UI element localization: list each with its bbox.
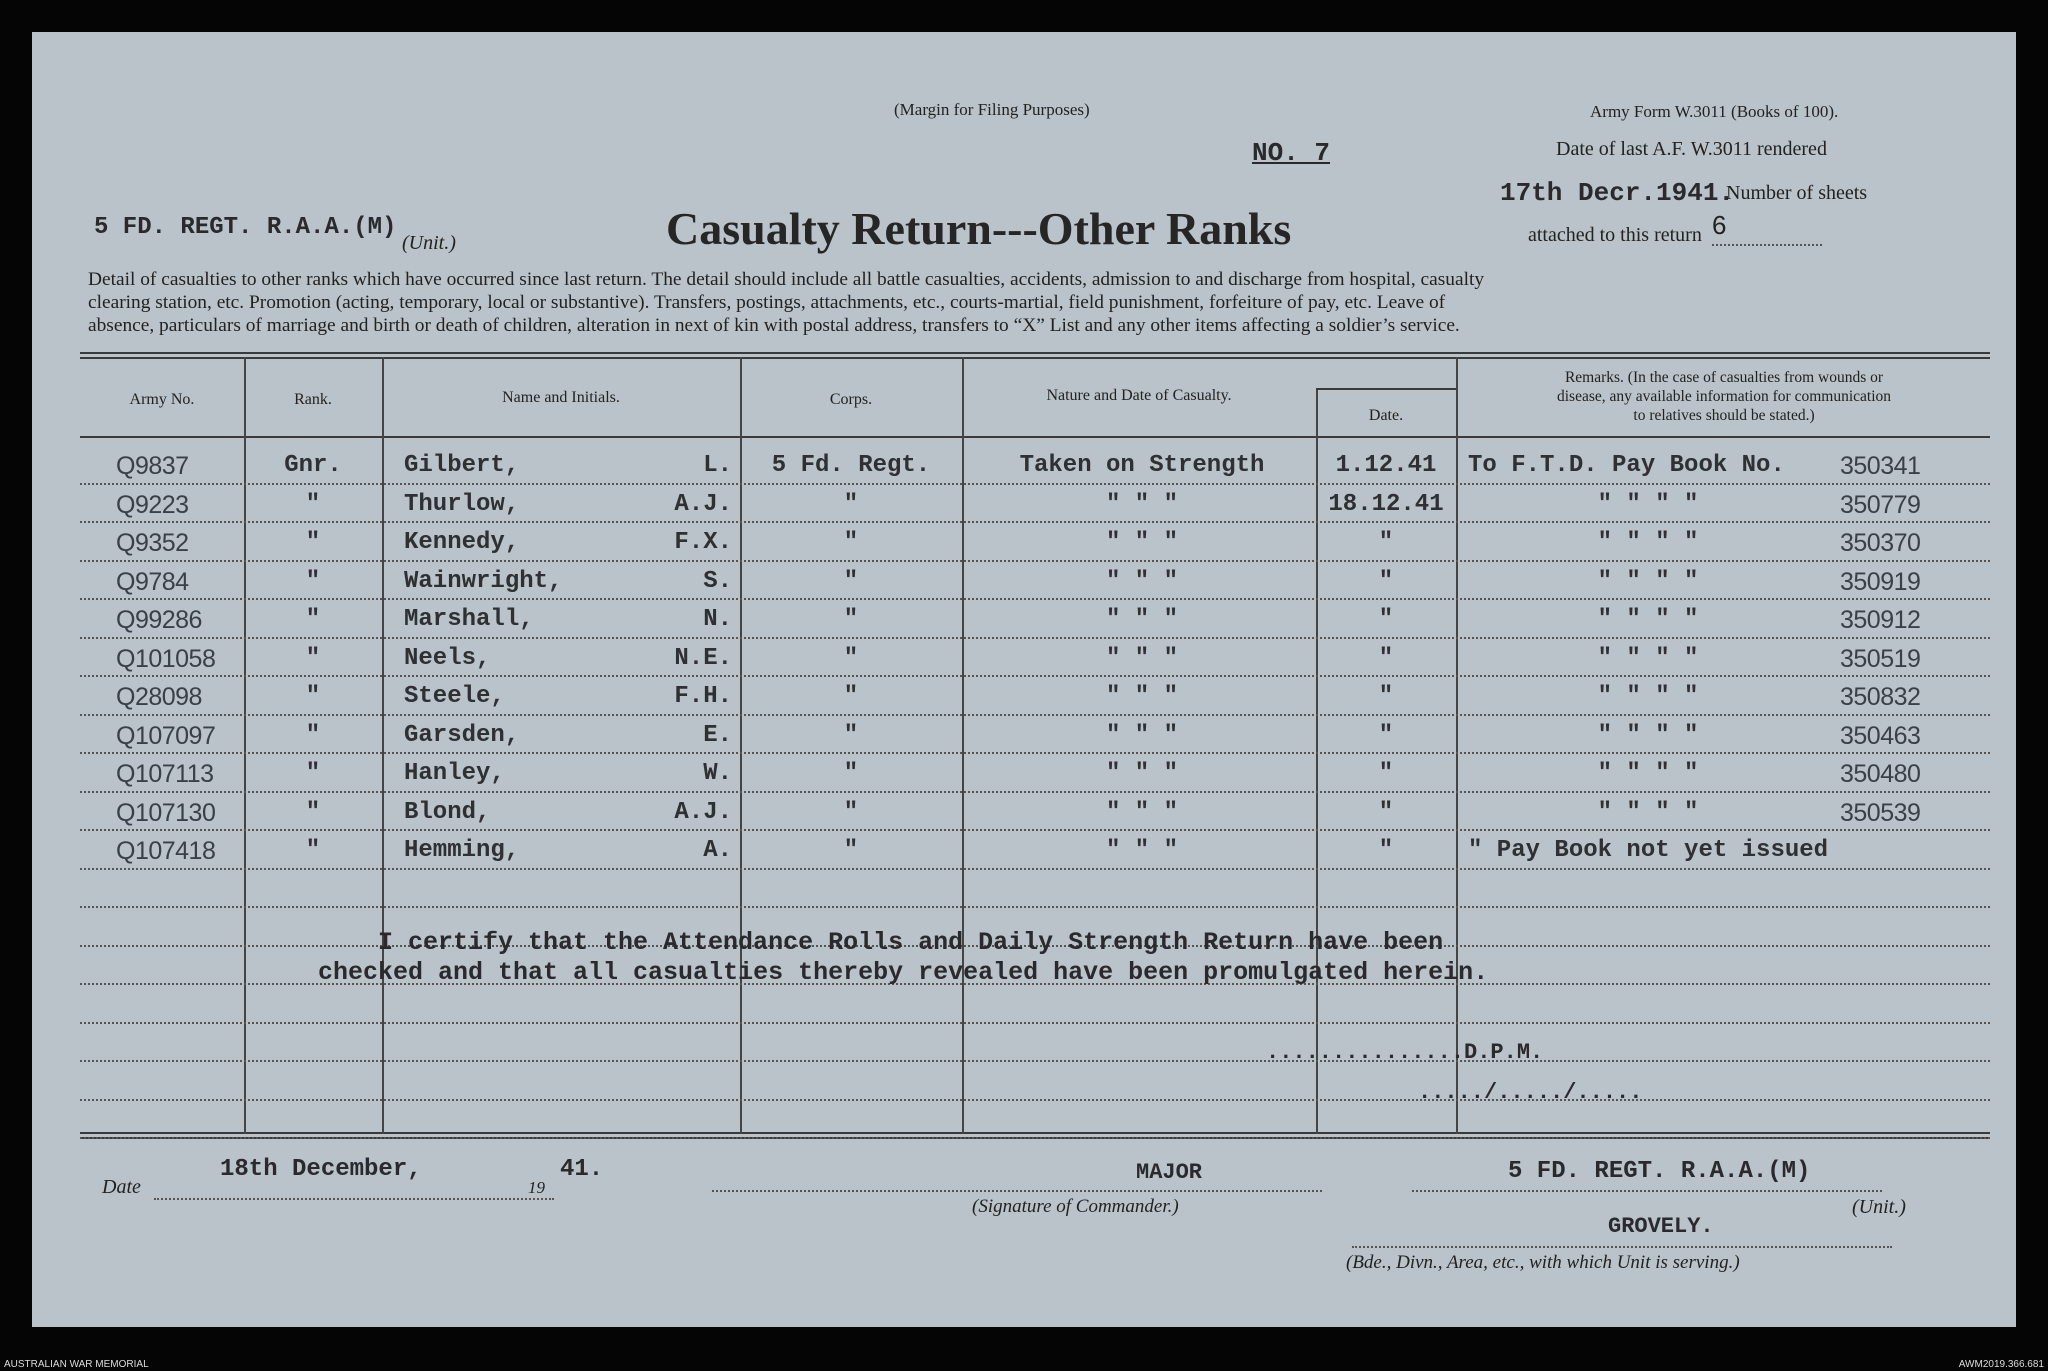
cell-corps: " (843, 837, 859, 864)
cell-pay-book: 350341 (1840, 452, 1921, 480)
col-date: Date. (1368, 407, 1404, 424)
cell-rank: " (305, 683, 321, 710)
cell-corps: " (843, 722, 859, 749)
col-army-no: Army No. (129, 391, 195, 408)
cell-initials: F.X. (674, 529, 732, 556)
instruction-line: Detail of casualties to other ranks which have occurred since last return. The detail should include all battle casualties, accidents, admission to and discharge from hospital, casualty (88, 269, 1485, 290)
cell-corps: " (843, 529, 859, 556)
table-bottom-rule (80, 1132, 1990, 1134)
footer-unit-line (1412, 1190, 1882, 1192)
last-rendered-label: Date of last A.F. W.3011 rendered (1556, 138, 1827, 160)
certification-line-1: I certify that the Attendance Rolls and Daily Strength Return have been (378, 928, 1444, 957)
header-rule (80, 436, 1990, 438)
cell-pay-book: 350370 (1840, 529, 1921, 557)
cell-initials: E. (703, 722, 732, 749)
cell-pay-book: 350912 (1840, 606, 1921, 634)
row-rule (80, 598, 1990, 600)
cell-army-no: Q107130 (116, 799, 216, 827)
cell-remarks: " " " " (1597, 645, 1699, 672)
cell-remarks: " " " " (1597, 568, 1699, 595)
cell-pay-book: 350463 (1840, 722, 1921, 750)
cell-date: " (1378, 799, 1394, 826)
remarks-line: disease, any available information for communication (1557, 388, 1891, 405)
cell-pay-book: 350480 (1840, 760, 1921, 788)
cell-corps: " (843, 683, 859, 710)
cell-initials: F.H. (674, 683, 732, 710)
cell-remarks: " " " " (1597, 529, 1699, 556)
cell-remarks: " " " " (1597, 491, 1699, 518)
cell-army-no: Q9352 (116, 529, 189, 557)
col-nature: Nature and Date of Casualty. (1046, 387, 1232, 404)
cell-name: Thurlow, (404, 491, 520, 518)
cell-rank: Gnr. (284, 452, 342, 479)
remarks-line: to relatives should be stated.) (1633, 407, 1815, 424)
dpm-date: ...../...../..... (1418, 1080, 1643, 1105)
row-rule (80, 483, 1990, 485)
attached-label: attached to this return (1528, 224, 1702, 246)
row-rule (80, 1022, 1990, 1024)
certification-line-2: checked and that all casualties thereby revealed have been promulgated herein. (318, 958, 1489, 987)
cell-rank: " (305, 760, 321, 787)
row-rule (80, 521, 1990, 523)
form-id: Army Form W.3011 (Books of 100). (1590, 102, 1839, 121)
cell-corps: " (843, 606, 859, 633)
cell-corps: " (843, 799, 859, 826)
cell-corps: " (843, 645, 859, 672)
cell-date: " (1378, 568, 1394, 595)
cell-remarks: " " " " (1597, 799, 1699, 826)
cell-nature: " " " (1105, 837, 1178, 864)
cell-corps: " (843, 760, 859, 787)
row-rule (80, 1137, 1990, 1139)
cell-rank: " (305, 722, 321, 749)
row-rule (80, 829, 1990, 831)
margin-note: (Margin for Filing Purposes) (894, 100, 1090, 119)
cell-army-no: Q107113 (116, 760, 214, 788)
table-top-rule (80, 352, 1990, 354)
cell-army-no: Q99286 (116, 606, 202, 634)
cell-remarks: " " " " (1597, 760, 1699, 787)
cell-corps: 5 Fd. Regt. (771, 452, 931, 479)
cell-initials: W. (703, 760, 732, 787)
cell-rank: " (305, 837, 321, 864)
form-sheet (32, 32, 2016, 1327)
cell-initials: A. (703, 837, 732, 864)
location-value: GROVELY. (1608, 1214, 1714, 1239)
col-remarks (1464, 368, 1984, 425)
row-rule (80, 906, 1990, 908)
cell-name: Steele, (404, 683, 505, 710)
col-divider (1456, 357, 1458, 1134)
row-rule (80, 560, 1990, 562)
cell-rank: " (305, 799, 321, 826)
cell-initials: N. (703, 606, 732, 633)
cell-rank: " (305, 529, 321, 556)
cell-nature: Taken on Strength (1019, 452, 1265, 479)
remarks-line: Remarks. (In the case of casualties from wounds or (1564, 369, 1884, 386)
cell-nature: " " " (1105, 683, 1178, 710)
cell-nature: " " " (1105, 606, 1178, 633)
col-divider (382, 357, 384, 1134)
cell-pay-book: 350919 (1840, 568, 1921, 596)
dpm-signature: ...............D.P.M. (1266, 1040, 1544, 1065)
cell-army-no: Q28098 (116, 683, 202, 711)
cell-name: Kennedy, (404, 529, 520, 556)
signature-value: MAJOR (1136, 1160, 1203, 1185)
unit-value: 5 FD. REGT. R.A.A.(M) (94, 214, 397, 241)
cell-initials: A.J. (674, 799, 732, 826)
footer-year-prefix: 19 (528, 1178, 545, 1197)
sheets-line (1712, 244, 1822, 246)
cell-name: Blond, (404, 799, 491, 826)
cell-date: 1.12.41 (1335, 452, 1437, 479)
date-header-rule (1316, 388, 1456, 390)
cell-nature: " " " (1105, 722, 1178, 749)
unit-label: (Unit.) (402, 232, 456, 254)
cell-nature: " " " (1105, 645, 1178, 672)
col-divider (962, 357, 964, 1134)
cell-rank: " (305, 568, 321, 595)
footer-unit-value: 5 FD. REGT. R.A.A.(M) (1508, 1158, 1811, 1185)
cell-name: Garsden, (404, 722, 520, 749)
row-rule (80, 714, 1990, 716)
cell-date: 18.12.41 (1328, 491, 1444, 518)
cell-date: " (1378, 837, 1394, 864)
row-rule (80, 1099, 1990, 1101)
cell-pay-book: 350832 (1840, 683, 1921, 711)
cell-date: " (1378, 683, 1394, 710)
col-name: Name and Initials. (502, 389, 620, 406)
cell-initials: A.J. (674, 491, 732, 518)
signature-label: (Signature of Commander.) (972, 1196, 1179, 1217)
cell-date: " (1378, 722, 1394, 749)
footer-date-value: 18th December, (220, 1156, 422, 1183)
cell-name: Neels, (404, 645, 491, 672)
cell-name: Wainwright, (404, 568, 563, 595)
footer-year-value: 41. (560, 1156, 604, 1183)
cell-initials: N.E. (674, 645, 732, 672)
cell-corps: " (843, 568, 859, 595)
cell-rank: " (305, 606, 321, 633)
cell-date: " (1378, 529, 1394, 556)
cell-remarks: To F.T.D. Pay Book No. (1468, 452, 1785, 479)
cell-remarks: " " " " (1597, 606, 1699, 633)
cell-remarks: " Pay Book not yet issued (1468, 837, 1829, 864)
instruction-line: absence, particulars of marriage and birth or death of children, alteration in next of kin with postal address, transfers to “X” List and any other items affecting a soldier’s service. (88, 315, 1460, 336)
location-label: (Bde., Divn., Area, etc., with which Unit is serving.) (1346, 1252, 1740, 1273)
last-rendered-value: 17th Decr.1941. (1500, 178, 1735, 208)
cell-army-no: Q107418 (116, 837, 216, 865)
cell-army-no: Q9837 (116, 452, 189, 480)
location-line (1352, 1246, 1892, 1248)
cell-nature: " " " (1105, 568, 1178, 595)
col-rank: Rank. (294, 391, 332, 408)
cell-nature: " " " (1105, 760, 1178, 787)
row-rule (80, 752, 1990, 754)
cell-army-no: Q107097 (116, 722, 216, 750)
cell-date: " (1378, 606, 1394, 633)
cell-army-no: Q9223 (116, 491, 189, 519)
cell-date: " (1378, 760, 1394, 787)
signature-line (712, 1190, 1322, 1192)
cell-corps: " (843, 491, 859, 518)
row-rule (80, 637, 1990, 639)
cell-rank: " (305, 491, 321, 518)
cell-nature: " " " (1105, 491, 1178, 518)
cell-name: Gilbert, (404, 452, 520, 479)
cell-initials: S. (703, 568, 732, 595)
cell-pay-book: 350539 (1840, 799, 1921, 827)
caption-right: AWM2019.366.681 (1958, 1359, 2044, 1370)
instructions (88, 268, 1484, 337)
table-top-rule-2 (80, 357, 1990, 359)
cell-nature: " " " (1105, 799, 1178, 826)
cell-pay-book: 350779 (1840, 491, 1921, 519)
row-rule (80, 675, 1990, 677)
sheets-value: 6 (1712, 210, 1727, 240)
row-rule (80, 868, 1990, 870)
cell-date: " (1378, 645, 1394, 672)
sheets-label: Number of sheets (1726, 182, 1868, 204)
row-rule (80, 791, 1990, 793)
cell-name: Hemming, (404, 837, 520, 864)
footer-date-line (154, 1198, 554, 1200)
cell-initials: L. (703, 452, 732, 479)
cell-nature: " " " (1105, 529, 1178, 556)
instruction-line: clearing station, etc. Promotion (acting, temporary, local or substantive). Transfers, postings, attachments, etc., courts-martial, field punishment, forfeiture of pay, etc. Leave of (88, 292, 1446, 313)
row-rule (80, 1060, 1990, 1062)
cell-army-no: Q9784 (116, 568, 189, 596)
cell-remarks: " " " " (1597, 683, 1699, 710)
cell-army-no: Q101058 (116, 645, 216, 673)
footer-date-label: Date (102, 1176, 141, 1198)
return-number: NO. 7 (1252, 138, 1331, 168)
cell-remarks: " " " " (1597, 722, 1699, 749)
col-corps: Corps. (829, 391, 873, 408)
cell-rank: " (305, 645, 321, 672)
page-title: Casualty Return---Other Ranks (666, 203, 1292, 254)
caption-left: AUSTRALIAN WAR MEMORIAL (4, 1359, 149, 1370)
cell-name: Marshall, (404, 606, 534, 633)
footer-unit-label: (Unit.) (1852, 1196, 1906, 1218)
cell-name: Hanley, (404, 760, 505, 787)
cell-pay-book: 350519 (1840, 645, 1921, 673)
